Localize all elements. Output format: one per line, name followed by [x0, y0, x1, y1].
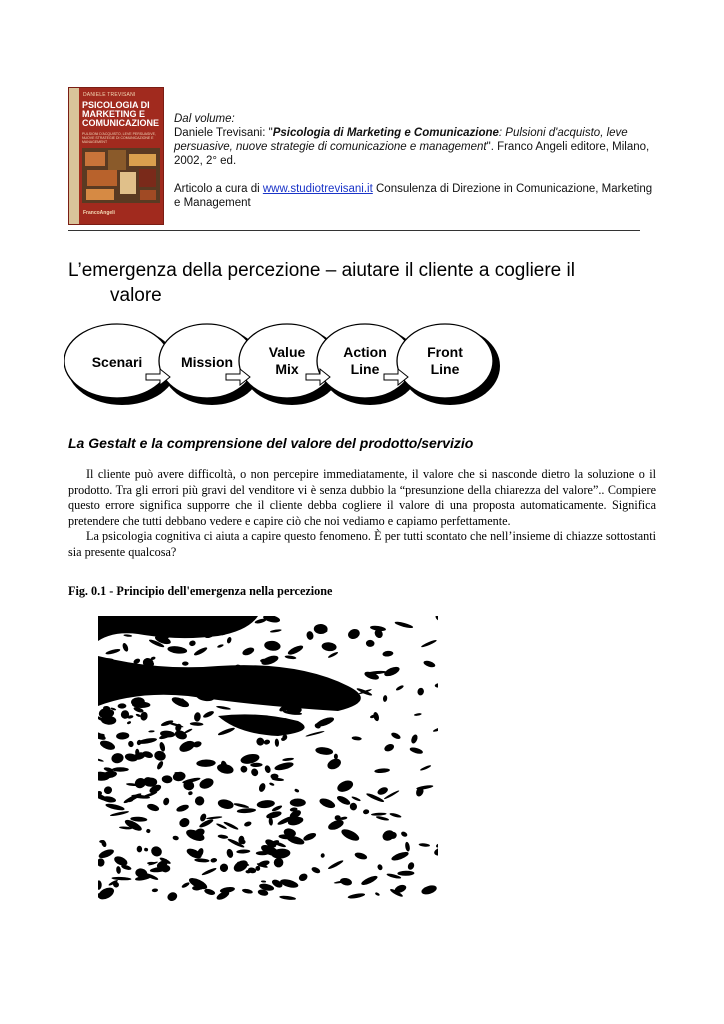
- citation-publisher: ". Franco Angeli editore, Milano, 2002, 2° ed.: [174, 141, 650, 167]
- step-label-scenari: Scenari: [91, 354, 143, 370]
- section-heading: La Gestalt e la comprensione del valore del prodotto/servizio: [68, 435, 474, 451]
- title-line-1: L’emergenza della percezione – aiutare il cliente a cogliere il: [68, 260, 575, 281]
- cover-artwork: [82, 148, 160, 203]
- emergence-figure: [98, 616, 458, 902]
- figure-caption: Fig. 0.1 - Principio dell'emergenza nella percezione: [68, 584, 333, 598]
- cover-title: PSICOLOGIA DI MARKETING E COMUNICAZIONE: [82, 100, 159, 128]
- citation-author: Daniele Trevisani: ": [174, 127, 273, 139]
- intro-label: Dal volume:: [174, 113, 235, 125]
- citation: [174, 126, 654, 168]
- step-label-mix: Mix: [275, 361, 299, 377]
- paragraph-2: La psicologia cognitiva ci aiuta a capire questo fenomeno. È per tutti scontato che nell’insieme di chiazze sottostanti sia presente qualcosa?: [68, 529, 656, 559]
- page-title: [68, 258, 668, 308]
- article-credit-prefix: Articolo a cura di: [174, 183, 263, 195]
- cover-spine-strip: [69, 88, 79, 224]
- cover-publisher: FrancoAngeli: [83, 210, 115, 216]
- process-diagram: [64, 318, 504, 414]
- cover-author: DANIELE TREVISANI: [83, 92, 136, 98]
- book-cover: [68, 87, 164, 225]
- studio-link[interactable]: www.studiotrevisani.it: [262, 183, 373, 195]
- step-label-front: Front: [427, 344, 463, 360]
- step-label-front-line: Line: [430, 361, 460, 377]
- step-label-action: Action: [343, 344, 387, 360]
- title-line-2: valore: [110, 285, 162, 306]
- intro-line: [174, 112, 654, 126]
- citation-book-subtitle: : Pulsioni d'acquisto, leve persuasive, nuove strategie di comunicazione e management: [174, 127, 628, 153]
- step-label-action-line: Line: [350, 361, 380, 377]
- citation-book-title: Psicologia di Marketing e Comunicazione: [272, 127, 499, 139]
- paragraph-1: Il cliente può avere difficoltà, o non percepire immediatamente, il valore che si nasconde dietro la soluzione o il prodotto. Tra gli errori più gravi del venditore vi è senza dubbio la “presunzione della chiarezza del valore”.. Compiere questo errore significa supporre che il cliente debba cogliere il valore di una proposta automaticamente. Significa pretendere che tutti debbano vedere e capire ciò che noi vediamo e capiamo perfettamente.: [68, 467, 656, 528]
- step-label-mission: Mission: [180, 354, 234, 370]
- cover-subtitle: PULSIONI D'ACQUISTO, LEVE PERSUASIVE, NUOVE STRATEGIE DI COMUNICAZIONE E MANAGEMENT: [82, 132, 156, 144]
- article-credit-suffix: Consulenza di Direzione in Comunicazione, Marketing e Management: [174, 183, 653, 209]
- article-credit: [174, 182, 654, 210]
- book-reference: [174, 112, 654, 210]
- header-divider: [68, 230, 640, 231]
- step-label-value: Value: [268, 344, 306, 360]
- body-text: [68, 467, 656, 560]
